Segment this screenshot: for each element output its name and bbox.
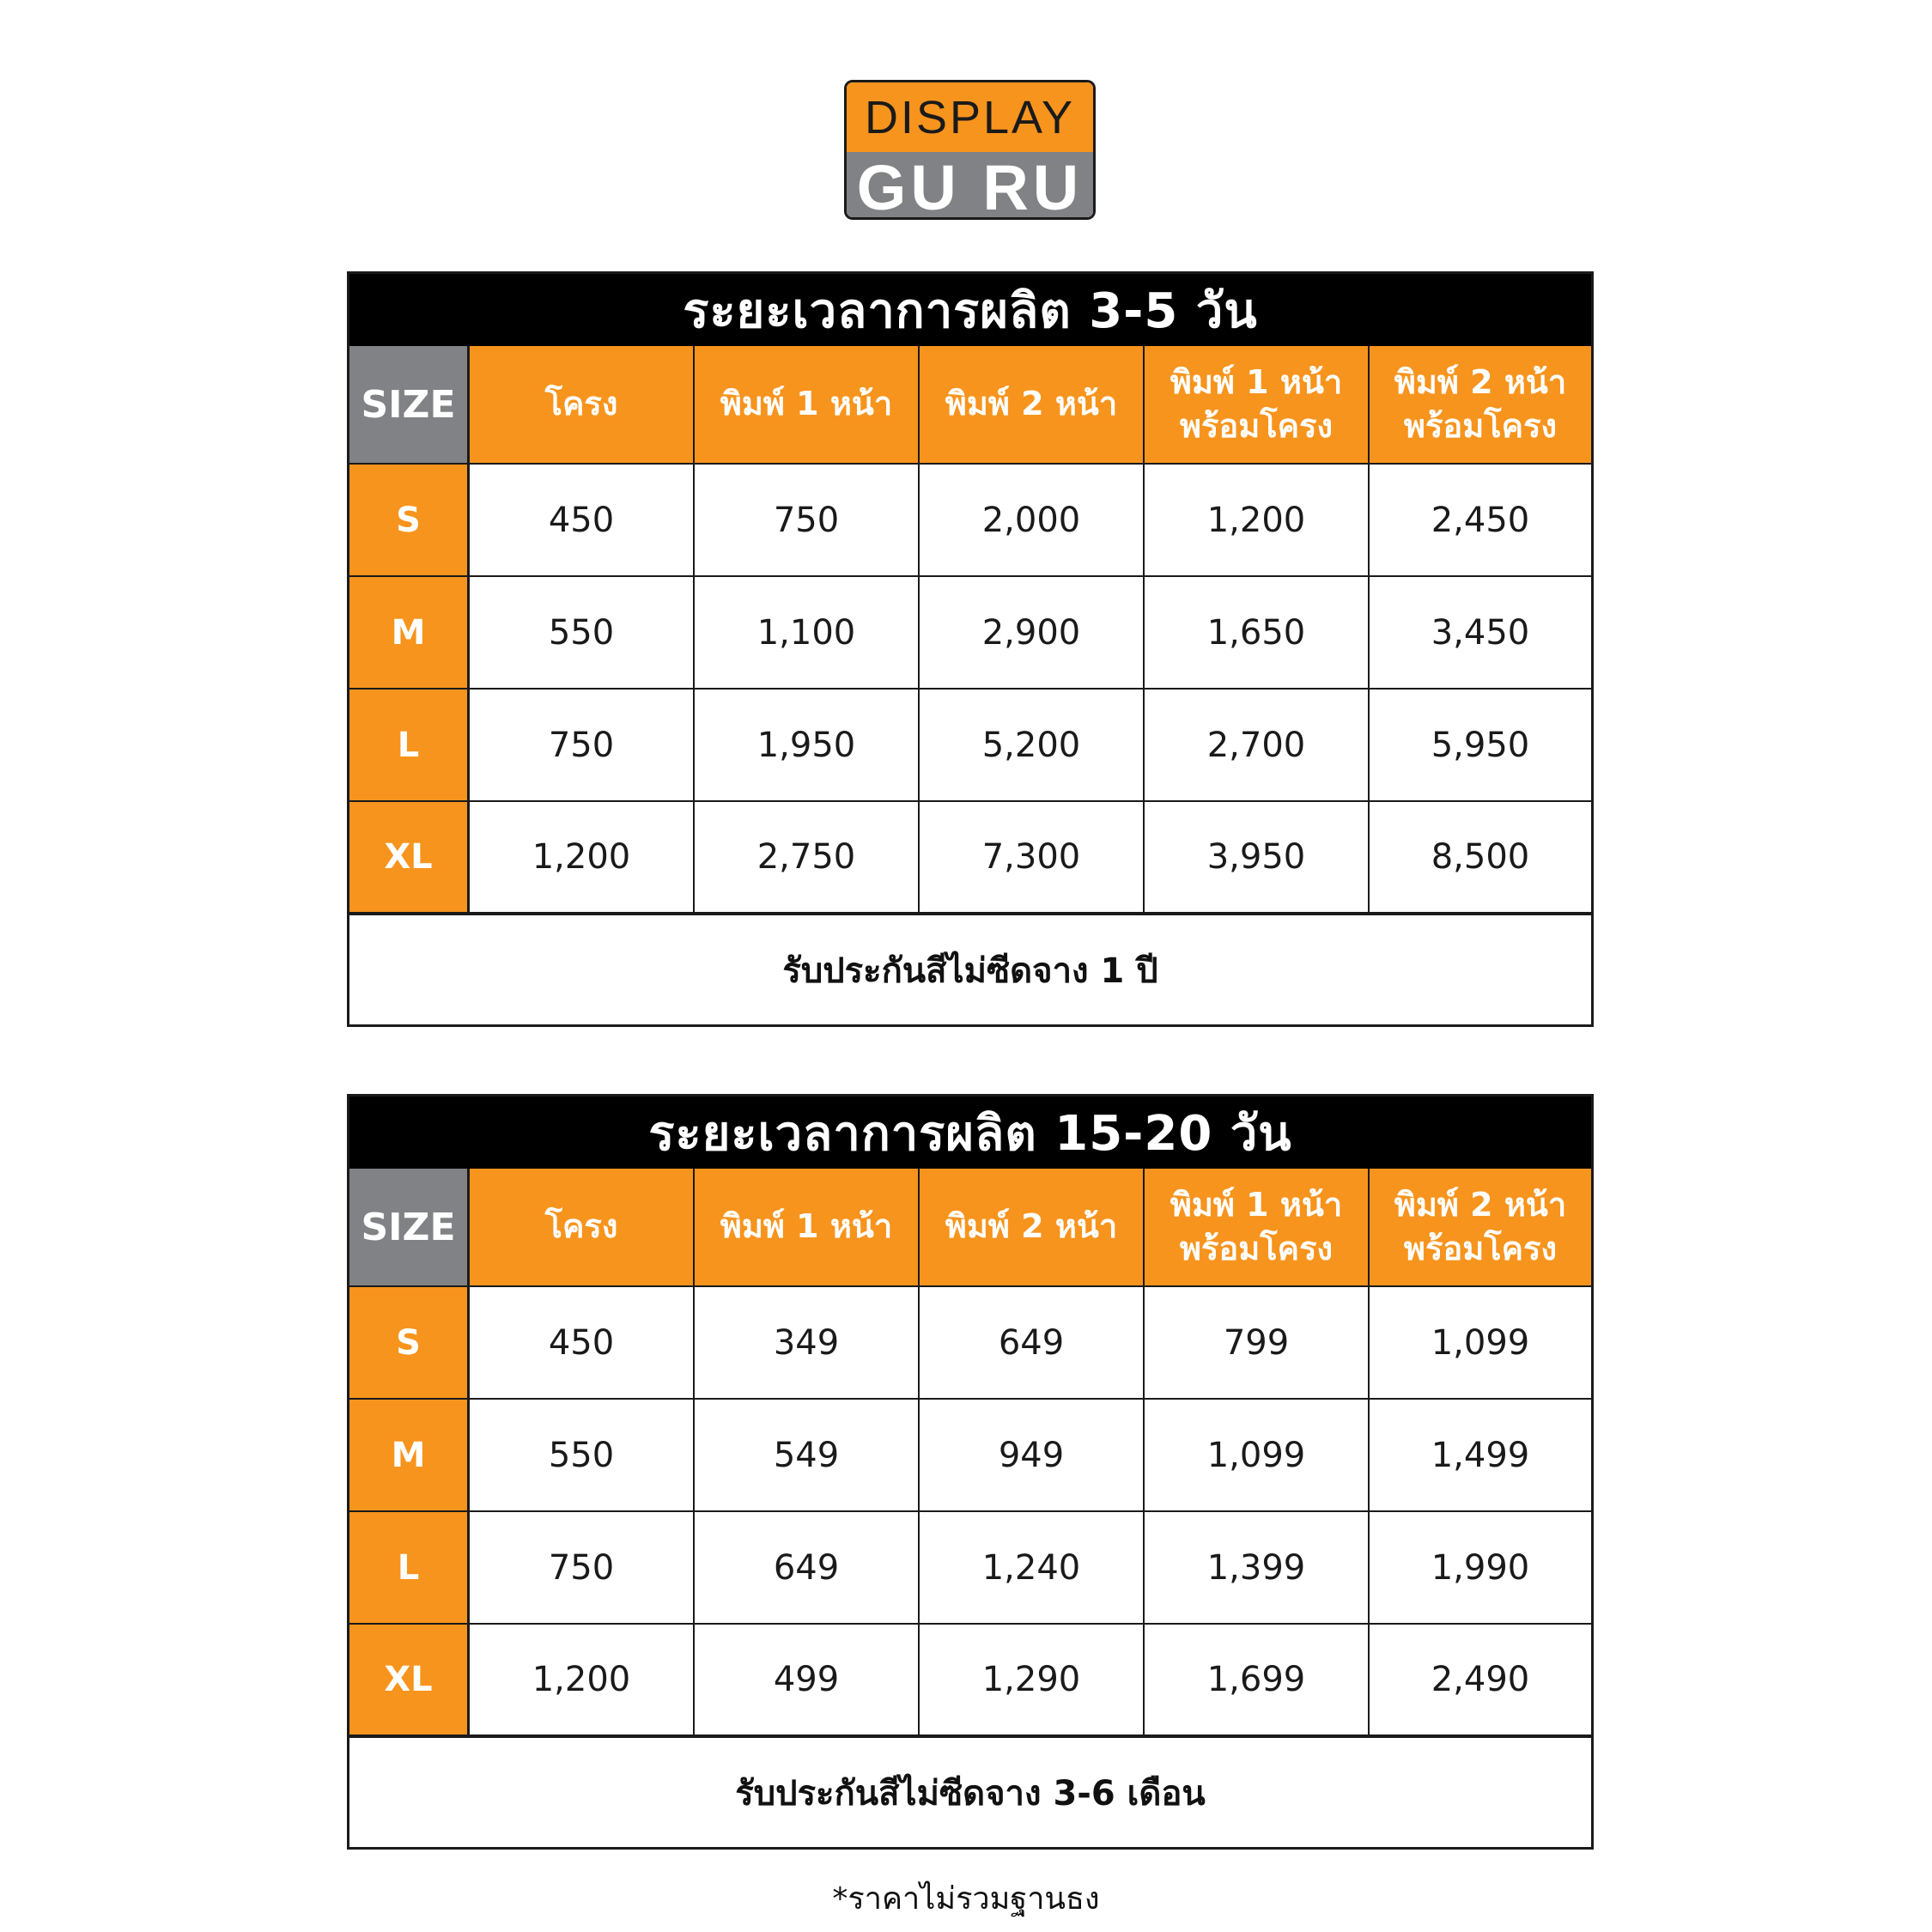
column-header-print-1-side-with-frame: พิมพ์ 1 หน้า พร้อมโครง xyxy=(1145,1169,1370,1287)
price-note: *ราคาไม่รวมฐานธง xyxy=(832,1881,1100,1917)
price-cell: 1,950 xyxy=(695,690,920,802)
table-row xyxy=(349,1400,1591,1512)
price-cell: 1,200 xyxy=(470,1625,695,1737)
column-header-print-2-side-with-frame: พิมพ์ 2 หน้า พร้อมโครง xyxy=(1370,1169,1591,1287)
price-cell: 750 xyxy=(695,465,920,577)
price-cell: 349 xyxy=(695,1287,920,1400)
table-row xyxy=(349,1625,1591,1737)
price-table-15-20-days xyxy=(347,1094,1594,1850)
price-cell: 649 xyxy=(695,1512,920,1625)
price-cell: 1,650 xyxy=(1145,577,1370,690)
price-cell: 550 xyxy=(470,577,695,690)
price-cell: 8,500 xyxy=(1370,802,1591,914)
price-cell: 2,450 xyxy=(1370,465,1591,577)
price-cell: 2,490 xyxy=(1370,1625,1591,1737)
price-cell: 1,200 xyxy=(1145,465,1370,577)
price-cell: 5,200 xyxy=(920,690,1145,802)
column-header-print-1-side-with-frame: พิมพ์ 1 หน้า พร้อมโครง xyxy=(1145,346,1370,465)
price-cell: 1,699 xyxy=(1145,1625,1370,1737)
column-header-frame: โครง xyxy=(470,1169,695,1287)
price-cell: 1,990 xyxy=(1370,1512,1591,1625)
price-table-3-5-days xyxy=(347,271,1594,1027)
price-cell: 949 xyxy=(920,1400,1145,1512)
warranty-footer: รับประกันสีไม่ซีดจาง 3-6 เดือน xyxy=(349,1737,1591,1847)
price-cell: 750 xyxy=(470,1512,695,1625)
price-cell: 549 xyxy=(695,1400,920,1512)
table-row xyxy=(349,1287,1591,1400)
price-cell: 7,300 xyxy=(920,802,1145,914)
header-row xyxy=(349,346,1591,465)
size-label: XL xyxy=(349,1625,470,1737)
price-cell: 450 xyxy=(470,465,695,577)
header-row xyxy=(349,1169,1591,1287)
price-cell: 450 xyxy=(470,1287,695,1400)
size-label: L xyxy=(349,690,470,802)
size-label: S xyxy=(349,465,470,577)
logo-bottom-text: GU RU xyxy=(847,152,1093,220)
price-cell: 799 xyxy=(1145,1287,1370,1400)
table-title: ระยะเวลาการผลิต 3-5 วัน xyxy=(349,274,1591,346)
size-header: SIZE xyxy=(349,346,470,465)
logo-top-text: DISPLAY xyxy=(847,82,1093,152)
size-label: M xyxy=(349,577,470,690)
price-cell: 1,240 xyxy=(920,1512,1145,1625)
table-title: ระยะเวลาการผลิต 15-20 วัน xyxy=(349,1097,1591,1169)
table-row xyxy=(349,690,1591,802)
price-cell: 1,399 xyxy=(1145,1512,1370,1625)
table-row xyxy=(349,1512,1591,1625)
price-cell: 5,950 xyxy=(1370,690,1591,802)
brand-logo xyxy=(844,80,1096,220)
column-header-print-1-side: พิมพ์ 1 หน้า xyxy=(695,346,920,465)
price-cell: 2,750 xyxy=(695,802,920,914)
table-row xyxy=(349,465,1591,577)
table-row xyxy=(349,577,1591,690)
price-cell: 499 xyxy=(695,1625,920,1737)
table-row xyxy=(349,802,1591,914)
column-header-print-1-side: พิมพ์ 1 หน้า xyxy=(695,1169,920,1287)
price-cell: 2,000 xyxy=(920,465,1145,577)
column-header-print-2-side-with-frame: พิมพ์ 2 หน้า พร้อมโครง xyxy=(1370,346,1591,465)
price-cell: 2,700 xyxy=(1145,690,1370,802)
size-header: SIZE xyxy=(349,1169,470,1287)
price-cell: 2,900 xyxy=(920,577,1145,690)
price-cell: 1,099 xyxy=(1370,1287,1591,1400)
size-label: M xyxy=(349,1400,470,1512)
price-cell: 3,450 xyxy=(1370,577,1591,690)
price-cell: 3,950 xyxy=(1145,802,1370,914)
size-label: L xyxy=(349,1512,470,1625)
size-label: XL xyxy=(349,802,470,914)
price-cell: 1,100 xyxy=(695,577,920,690)
price-cell: 1,200 xyxy=(470,802,695,914)
price-cell: 750 xyxy=(470,690,695,802)
price-cell: 550 xyxy=(470,1400,695,1512)
column-header-print-2-side: พิมพ์ 2 หน้า xyxy=(920,1169,1145,1287)
price-cell: 1,499 xyxy=(1370,1400,1591,1512)
price-cell: 1,290 xyxy=(920,1625,1145,1737)
size-label: S xyxy=(349,1287,470,1400)
price-cell: 1,099 xyxy=(1145,1400,1370,1512)
column-header-print-2-side: พิมพ์ 2 หน้า xyxy=(920,346,1145,465)
price-cell: 649 xyxy=(920,1287,1145,1400)
column-header-frame: โครง xyxy=(470,346,695,465)
warranty-footer: รับประกันสีไม่ซีดจาง 1 ปี xyxy=(349,914,1591,1024)
